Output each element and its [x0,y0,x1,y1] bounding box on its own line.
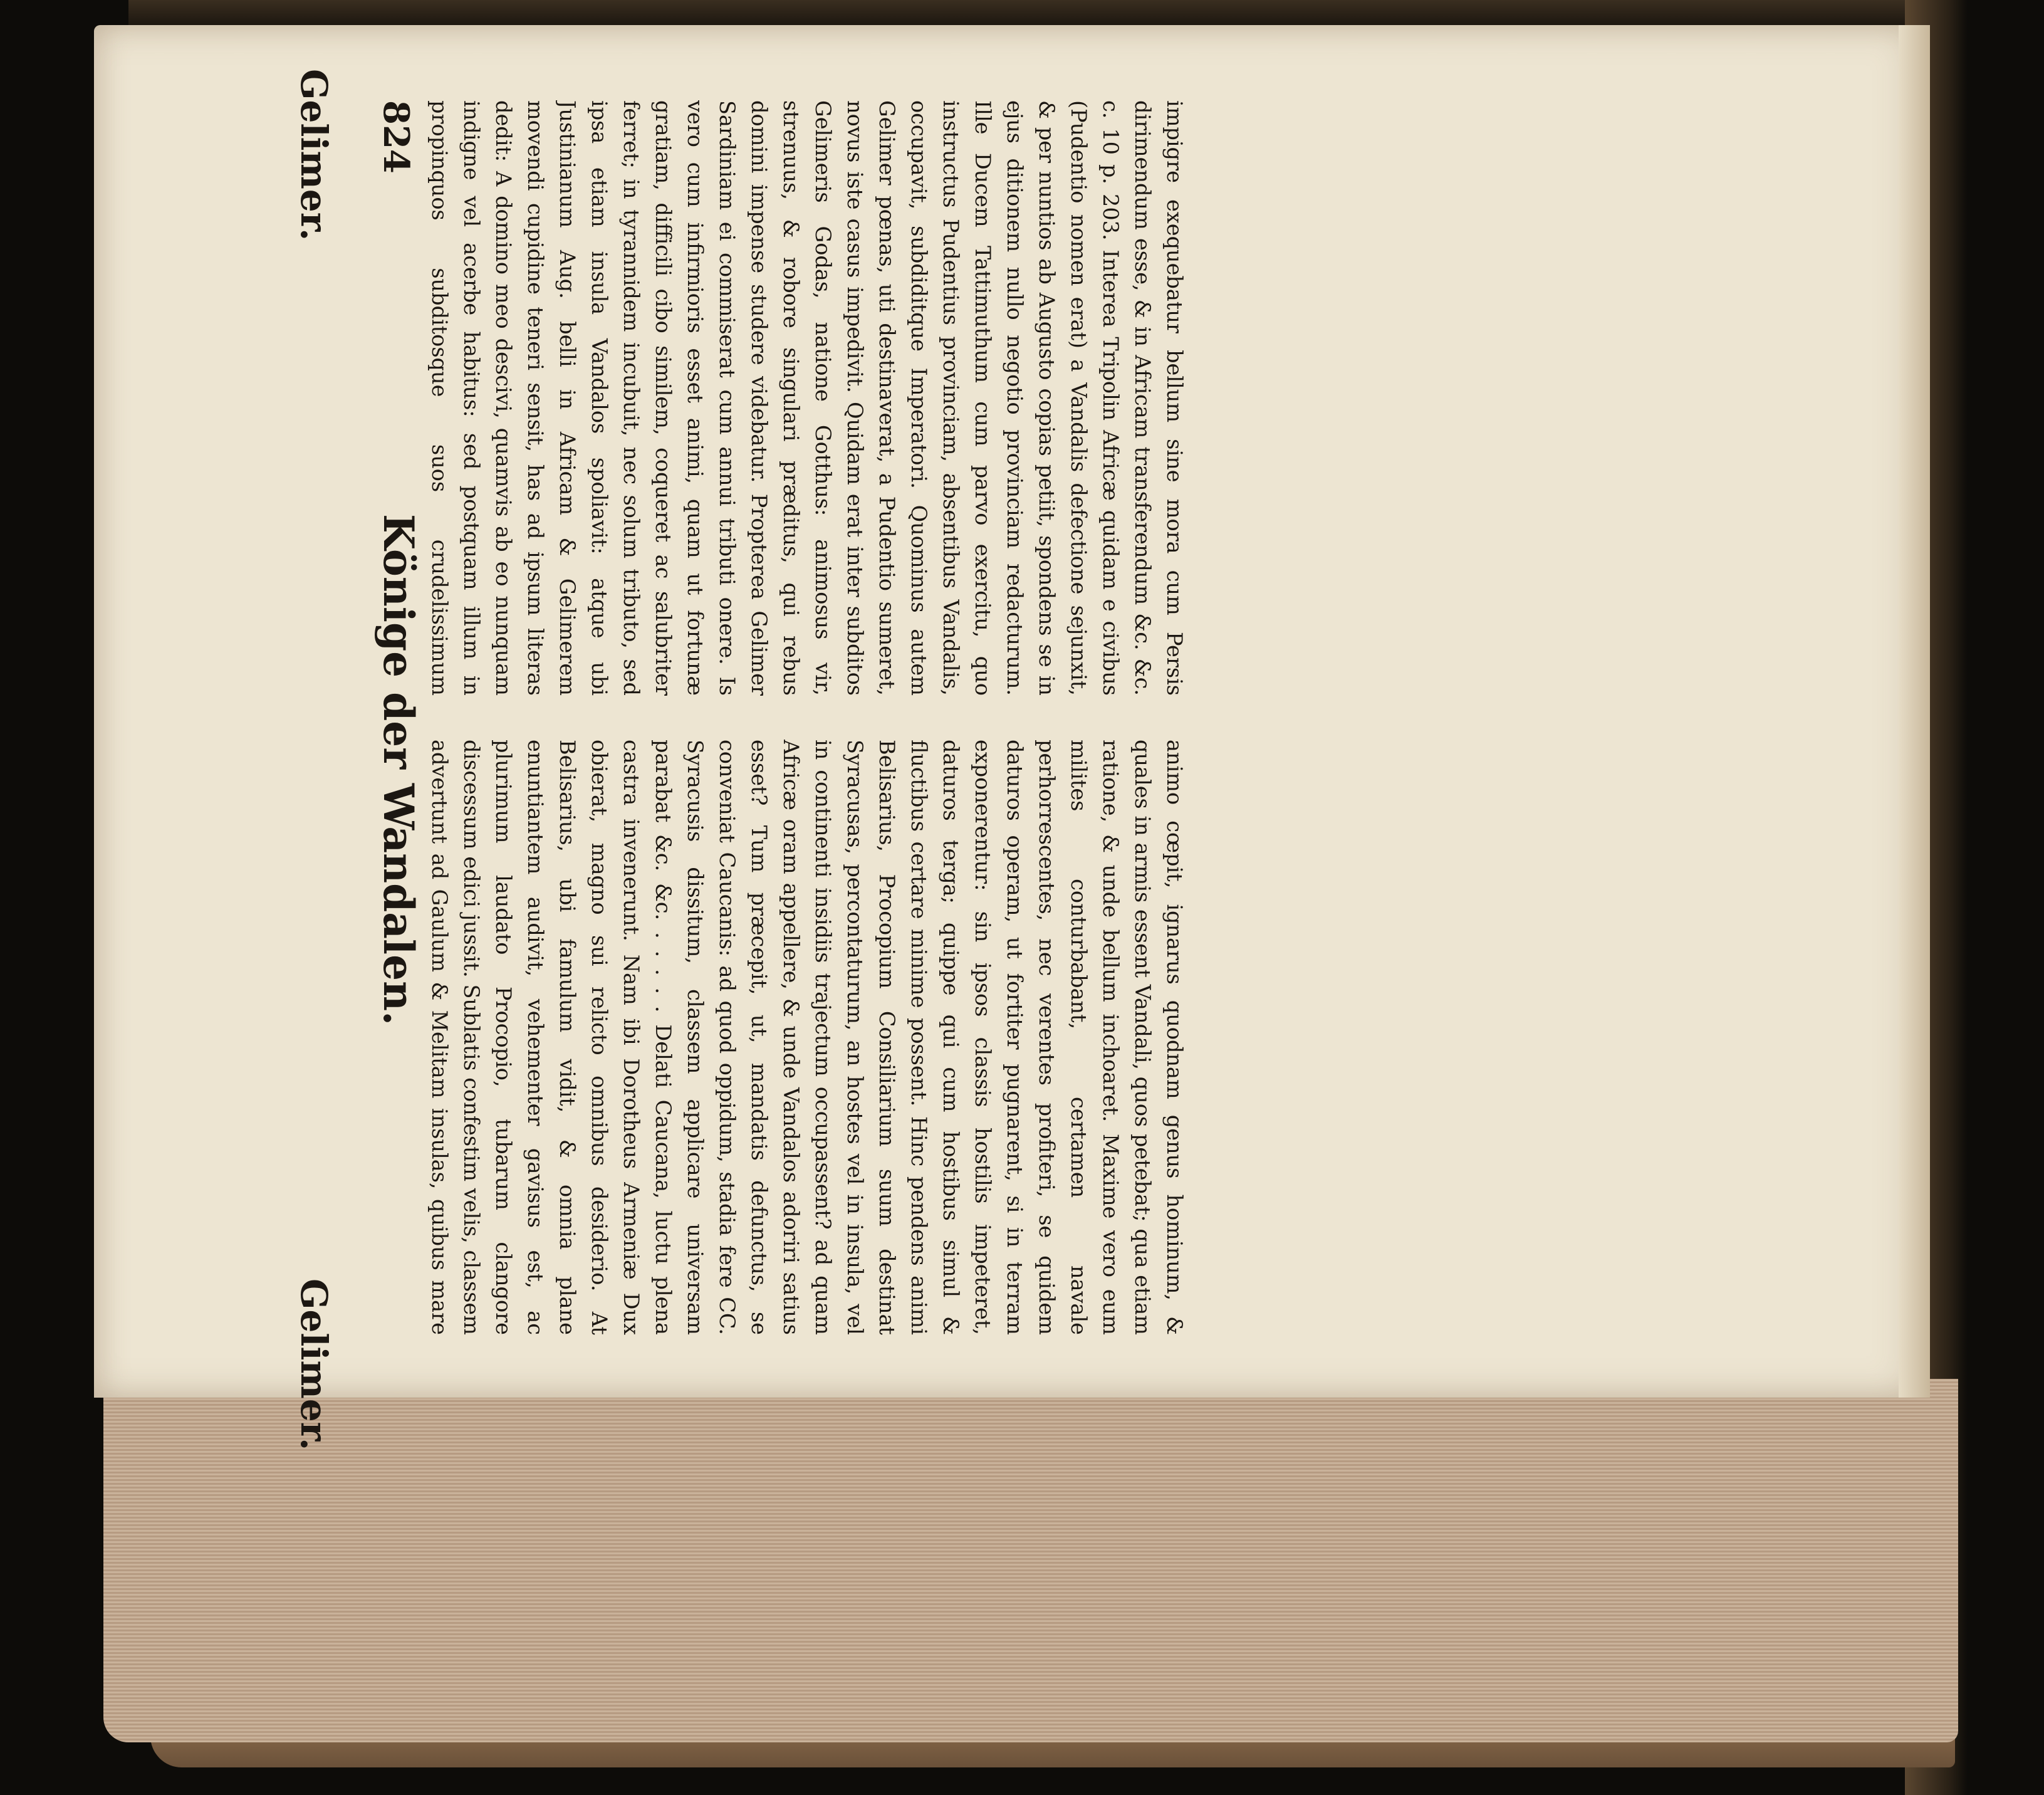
margin-label-left: Gelimer. [293,69,335,241]
column-text: animo cœpit, ignarus quodnam genus hominum, & quales in armis essent Vandali, quos petebat; qua etiam ratione, & unde bellum inchoaret. Maxime vero eum milites conturbabant, certamen navale perhorrescentes, nec verentes profiteri, se quidem daturos operam, ut fortiter pugnarent, si in terram exponerentur: sin ipsos classis hostilis impeteret, daturos terga; quippe qui cum hostibus simul & fluctibus certare minime possent. Hinc pendens animi Belisarius, Procopium Consiliarium suum destinat Syracusas, percontaturum, an hostes vel in insula, vel in continenti insidiis trajectum occupassent? ad quam Africæ oram appellere, & unde Vandalos adoriri satius esset? Tum præcepit, ut, mandatis defunctus, se conveniat Caucanis: ad quod oppidum, stadia fere CC. Syracusis dissitum, classem applicare universam parabat &c. &c. . . . . . Delati Caucana, luctu plena castra invenerunt. Nam ibi Dorotheus Armeniæ Dux obierat, magno sui relicto omnibus desiderio. At Belisarius, ubi famulum vidit, & omnia plane enuntiantem audivit, vehementer gavisus est, ac plurimum laudato Procopio, tubarum clangore discessum edici jussit. Sublatis confestim velis, classem advertunt ad Gaulum & Melitam insulas, quibus mare [427,740,1187,1335]
book-top-edge [128,0,1946,25]
page-stack-edge [103,1379,1958,1742]
text-column-left [426,100,1191,696]
text-column-right [426,740,1191,1335]
running-title: Könige der Wandalen. [374,514,423,1026]
column-text: impigre exequebatur bellum sine mora cum Persis dirimendum esse, & in Africam transferendum &c. &c. c. 10 p. 203. Interea Tripolin Africæ quidam e civibus (Pudentio nomen erat) a Vandalis defectione sejunxit, & per nuntios ab Augusto copias petiit, spondens se in ejus ditionem nullo negotio provinciam redacturum. Ille Ducem Tattimuthum cum parvo exercitu, quo instructus Pudentius provinciam, absentibus Vandalis, occupavit, subdiditque Imperatori. Quominus autem Gelimer pœnas, uti destinaverat, a Pudentio sumeret, novus iste casus impedivit. Quidam erat inter subditos Gelimeris Godas, natione Gotthus: animosus vir, strenuus, & robore singulari præditus, qui rebus domini impense studere videbatur. Propterea Gelimer Sardiniam ei commiserat cum annui tributi onere. Is vero cum infirmioris esset animi, quam ut fortunæ gratiam, difficili cibo similem, coqueret ac salubriter ferret; in tyrannidem incubuit, nec solum tributo, sed ipsa etiam insula Vandalos spoliavit: atque ubi Justinianum Aug. belli in Africam & Gelimerem movendi cupidine teneri sensit, has ad ipsum literas dedit: A domino meo descivi, quamvis ab eo nunquam indigne vel acerbe habitus: sed postquam illum in propinquos subditosque suos crudelissimum [427,100,1187,696]
margin-label-right: Gelimer. [293,1279,335,1451]
page-number: 824 [375,100,417,174]
rotated-page-content [94,25,1930,1451]
